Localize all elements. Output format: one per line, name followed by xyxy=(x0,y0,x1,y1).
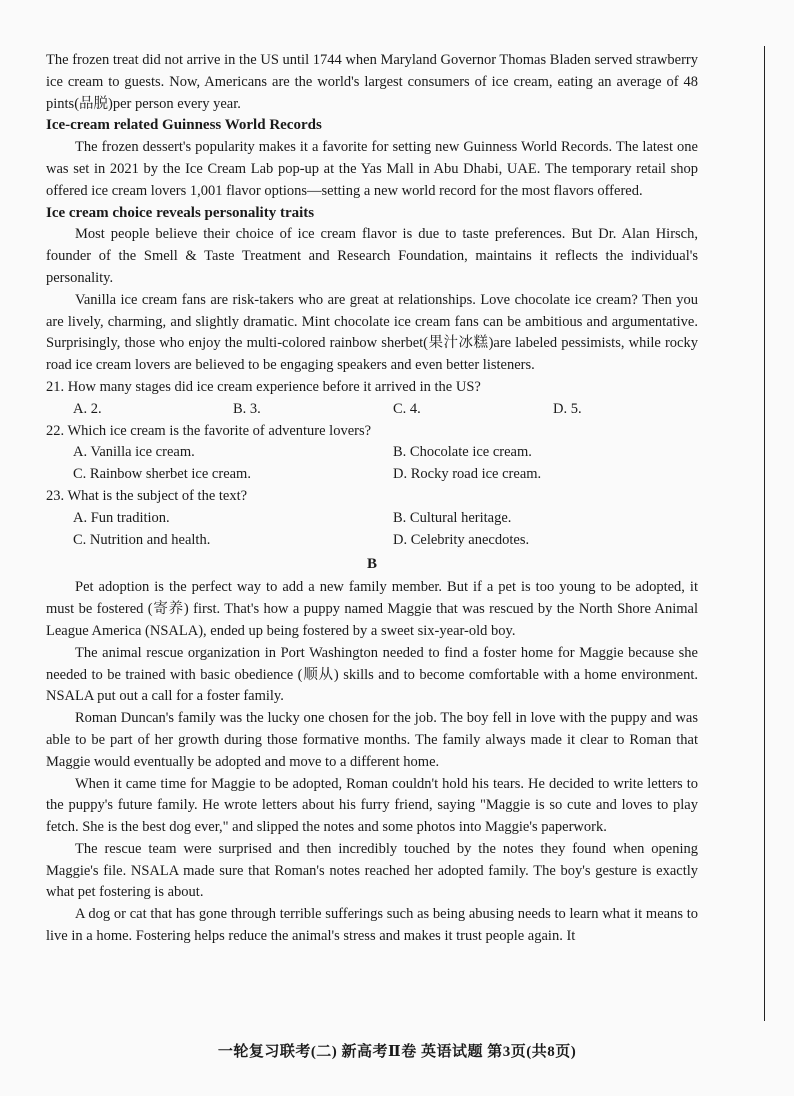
option-d: D. 5. xyxy=(553,400,582,417)
passage-a-intro: The frozen treat did not arrive in the US until 1744 when Maryland Governor Thomas Bladen served strawberry ice cream to guests. Now, Americans are the world's largest consumers of ice cream, eating an average of 48 pints(品脱)per person every year. xyxy=(46,52,698,112)
margin-rule xyxy=(764,46,765,1021)
exam-page xyxy=(46,50,698,948)
option-a: A. Vanilla ice cream. xyxy=(73,444,195,461)
option-b: B. 3. xyxy=(233,400,261,417)
passage-b-paragraph: When it came time for Maggie to be adopted, Roman couldn't hold his tears. He decided to write letters to the puppy's future family. He wrote letters about his furry friend, saying "Maggie is so cute and loves to play fetch. She is the best dog ever," and slipped the notes and some photos into Maggie's paperwork. xyxy=(46,775,698,836)
passage-b-paragraph: The animal rescue organization in Port Washington needed to find a foster home for Maggie because she needed to be trained with basic obedience (顺从) skills and to become comfortable with a home environment. NSALA put out a call for a foster family. xyxy=(46,644,698,705)
heading-personality-traits: Ice cream choice reveals personality traits xyxy=(46,204,315,221)
question-21 xyxy=(46,377,698,421)
option-d: D. Celebrity anecdotes. xyxy=(393,531,530,548)
option-c: C. 4. xyxy=(393,400,421,417)
question-stem: 23. What is the subject of the text? xyxy=(46,487,248,504)
option-c: C. Nutrition and health. xyxy=(73,531,211,548)
passage-a-records: The frozen dessert's popularity makes it a favorite for setting new Guinness World Records. The latest one was set in 2021 by the Ice Cream Lab pop-up at the Yas Mall in Abu Dhabi, UAE. The temporary retail shop offered ice cream lovers 1,001 flavor options—setting a new world record for the most flavors offered. xyxy=(46,139,698,199)
passage-a-hirsch: Most people believe their choice of ice cream flavor is due to taste preferences. But Dr. Alan Hirsch, founder of the Smell & Taste Treatment and Research Foundation, maintains it reflects the individual's personality. xyxy=(46,226,698,286)
options xyxy=(46,399,698,421)
question-stem: 21. How many stages did ice cream experience before it arrived in the US? xyxy=(46,378,481,395)
passage-a-vanilla: Vanilla ice cream fans are risk-takers who are great at relationships. Love chocolate ice cream? Then you are lively, charming, and slightly dramatic. Mint chocolate ice cream fans can be ambitious and argumentative. Surprisingly, those who enjoy the multi-colored rainbow sherbet(果汁冰糕)are labeled pessimists, while rocky road ice cream lovers are believed to be engaging speakers and even better listeners. xyxy=(46,291,698,374)
page-footer: 一轮复习联考(二) 新高考Ⅱ卷 英语试题 第3页(共8页) xyxy=(217,1044,577,1060)
passage-b-paragraph: A dog or cat that has gone through terrible sufferings such as being abusing needs to learn what it means to live in a home. Fostering helps reduce the animal's stress and makes it trust people again. It xyxy=(46,906,698,945)
option-b: B. Cultural heritage. xyxy=(393,509,512,526)
option-c: C. Rainbow sherbet ice cream. xyxy=(73,466,251,483)
section-b-label: B xyxy=(366,556,377,573)
question-22 xyxy=(46,421,698,486)
option-b: B. Chocolate ice cream. xyxy=(393,444,532,461)
options xyxy=(46,508,698,552)
option-a: A. Fun tradition. xyxy=(73,509,170,526)
option-d: D. Rocky road ice cream. xyxy=(393,466,542,483)
question-23 xyxy=(46,486,698,551)
question-stem: 22. Which ice cream is the favorite of adventure lovers? xyxy=(46,422,372,439)
option-a: A. 2. xyxy=(73,400,102,417)
passage-b-paragraph: The rescue team were surprised and then incredibly touched by the notes they found when opening Maggie's file. NSALA made sure that Roman's notes reached her adopted family. The boy's gesture is exactly what pet fostering is about. xyxy=(46,840,698,901)
heading-guinness-records: Ice-cream related Guinness World Records xyxy=(46,117,322,134)
passage-b-paragraph: Roman Duncan's family was the lucky one chosen for the job. The boy fell in love with the puppy and was able to be part of her growth during those formative months. The family always made it clear to Roman that Maggie would eventually be adopted and move to a different home. xyxy=(46,710,698,770)
options xyxy=(46,442,698,486)
passage-b-paragraph: Pet adoption is the perfect way to add a new family member. But if a pet is too young to be adopted, it must be fostered (寄养) first. That's how a puppy named Maggie that was rescued by the North Shore Animal League America (NSALA), ended up being fostered by a sweet six-year-old boy. xyxy=(46,579,698,639)
